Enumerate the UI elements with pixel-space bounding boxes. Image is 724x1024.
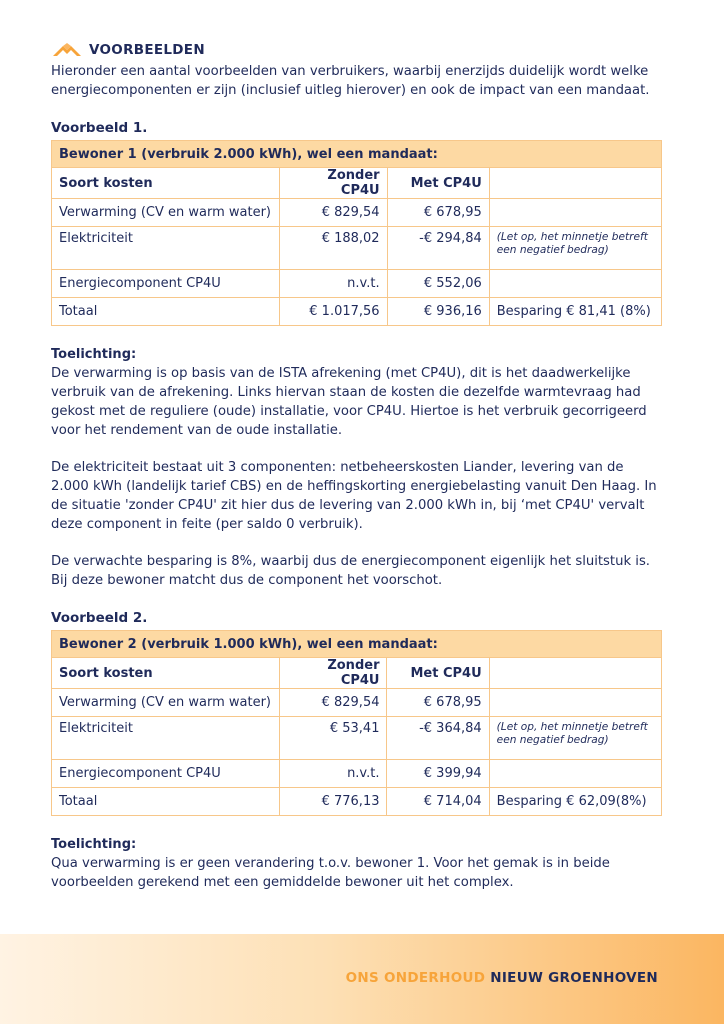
table-cell: Elektriciteit [52,227,280,270]
table-cell: n.v.t. [280,760,387,788]
intro-text: Hieronder een aantal voorbeelden van verbruikers, waarbij enerzijds duidelijk wordt welke energiecomponenten er zijn (inclusief uitleg hierover) en ook de impact van een mandaat. [51,64,650,98]
column-header: Zonder CP4U [280,658,387,689]
explanation-paragraph: Qua verwarming is er geen verandering t.o.v. bewoner 1. Voor het gemak is in beide voorbeelden gerekend met een gemiddelde bewoner uit het complex. [51,856,610,890]
example-2-title: Voorbeeld 2. [51,610,148,626]
table-cell [489,760,661,788]
explanation-paragraph: De verwarming is op basis van de ISTA afrekening (met CP4U), dit is het daadwerkelijke verbruik van de afrekening. Links hiervan staan de kosten die dezelfde warmtevraag had gekost met de reguliere (oude) installatie, voor CP4U. Hiertoe is het verbruik gecorrigeerd voor het rendement van de oude installatie. [51,366,647,438]
column-header: Soort kosten [52,658,280,689]
column-header [489,168,661,199]
table-cell: -€ 364,84 [387,717,489,760]
explanation-paragraph: De verwachte besparing is 8%, waarbij dus de energiecomponent eigenlijk het sluitstuk is. Bij deze bewoner matcht dus de component het voorschot. [51,554,651,588]
table-row [52,227,662,270]
section-heading-row [51,40,663,60]
example-1-title: Voorbeeld 1. [51,120,148,136]
column-header: Zonder CP4U [280,168,387,199]
table-cell: € 188,02 [280,227,387,270]
table-cell: € 399,94 [387,760,489,788]
table-cell: Energiecomponent CP4U [52,760,280,788]
column-header [489,658,661,689]
table-row [52,270,662,298]
table-cell [489,689,661,717]
table-cell: Verwarming (CV en warm water) [52,689,280,717]
table-row-total [52,298,662,326]
table-header: Bewoner 1 (verbruik 2.000 kWh), wel een mandaat: [52,141,662,168]
footer-title [346,970,658,986]
footer-title-part1: ONS ONDERHOUD [345,970,486,986]
savings-cell: Besparing € 81,41 (8%) [489,298,661,326]
page-content [51,40,663,892]
table-note: (Let op, het minnetje betreft een negatief bedrag) [489,227,661,270]
table-cell: € 829,54 [280,199,387,227]
table-row-total [52,788,662,816]
table-cell: -€ 294,84 [387,227,489,270]
table-cell [489,270,661,298]
explanation-paragraph: De elektriciteit bestaat uit 3 componenten: netbeheerskosten Liander, levering van de 2.000 kWh (landelijk tarief CBS) en de heffingskorting energiebelasting vanuit Den Haag. In de situatie 'zonder CP4U' zit hier dus de levering van 2.000 kWh in, bij ‘met CP4U' vervalt deze component in feite (per saldo 0 verbruik). [51,460,657,532]
table-cell: n.v.t. [280,270,387,298]
table-row [52,760,662,788]
table-cell: € 714,04 [387,788,489,816]
table-cell: € 53,41 [280,717,387,760]
table-cell: € 678,95 [387,689,489,717]
table-cell: Totaal [52,788,280,816]
table-cell: Elektriciteit [52,717,280,760]
column-header: Met CP4U [387,168,489,199]
table-header: Bewoner 2 (verbruik 1.000 kWh), wel een mandaat: [52,631,662,658]
table-cell: Energiecomponent CP4U [52,270,280,298]
savings-cell: Besparing € 62,09(8%) [489,788,661,816]
table-cell: € 776,13 [280,788,387,816]
example-2-explanation-title: Toelichting: [51,837,137,852]
footer-title-part2: NIEUW GROENHOVEN [490,970,658,986]
table-cell: € 678,95 [387,199,489,227]
example-2-table [51,630,662,816]
table-cell: € 936,16 [387,298,489,326]
table-cell: € 829,54 [280,689,387,717]
column-header: Soort kosten [52,168,280,199]
table-cell: Totaal [52,298,280,326]
table-cell: € 552,06 [387,270,489,298]
table-note: (Let op, het minnetje betreft een negatief bedrag) [489,717,661,760]
table-row [52,717,662,760]
table-cell: € 1.017,56 [280,298,387,326]
table-row [52,689,662,717]
house-roof-logo-icon [51,43,83,57]
example-1-table [51,140,662,326]
table-cell [489,199,661,227]
column-header: Met CP4U [387,658,489,689]
table-row [52,199,662,227]
example-1-explanation-title: Toelichting: [51,347,137,362]
table-cell: Verwarming (CV en warm water) [52,199,280,227]
section-heading: VOORBEELDEN [89,42,205,58]
